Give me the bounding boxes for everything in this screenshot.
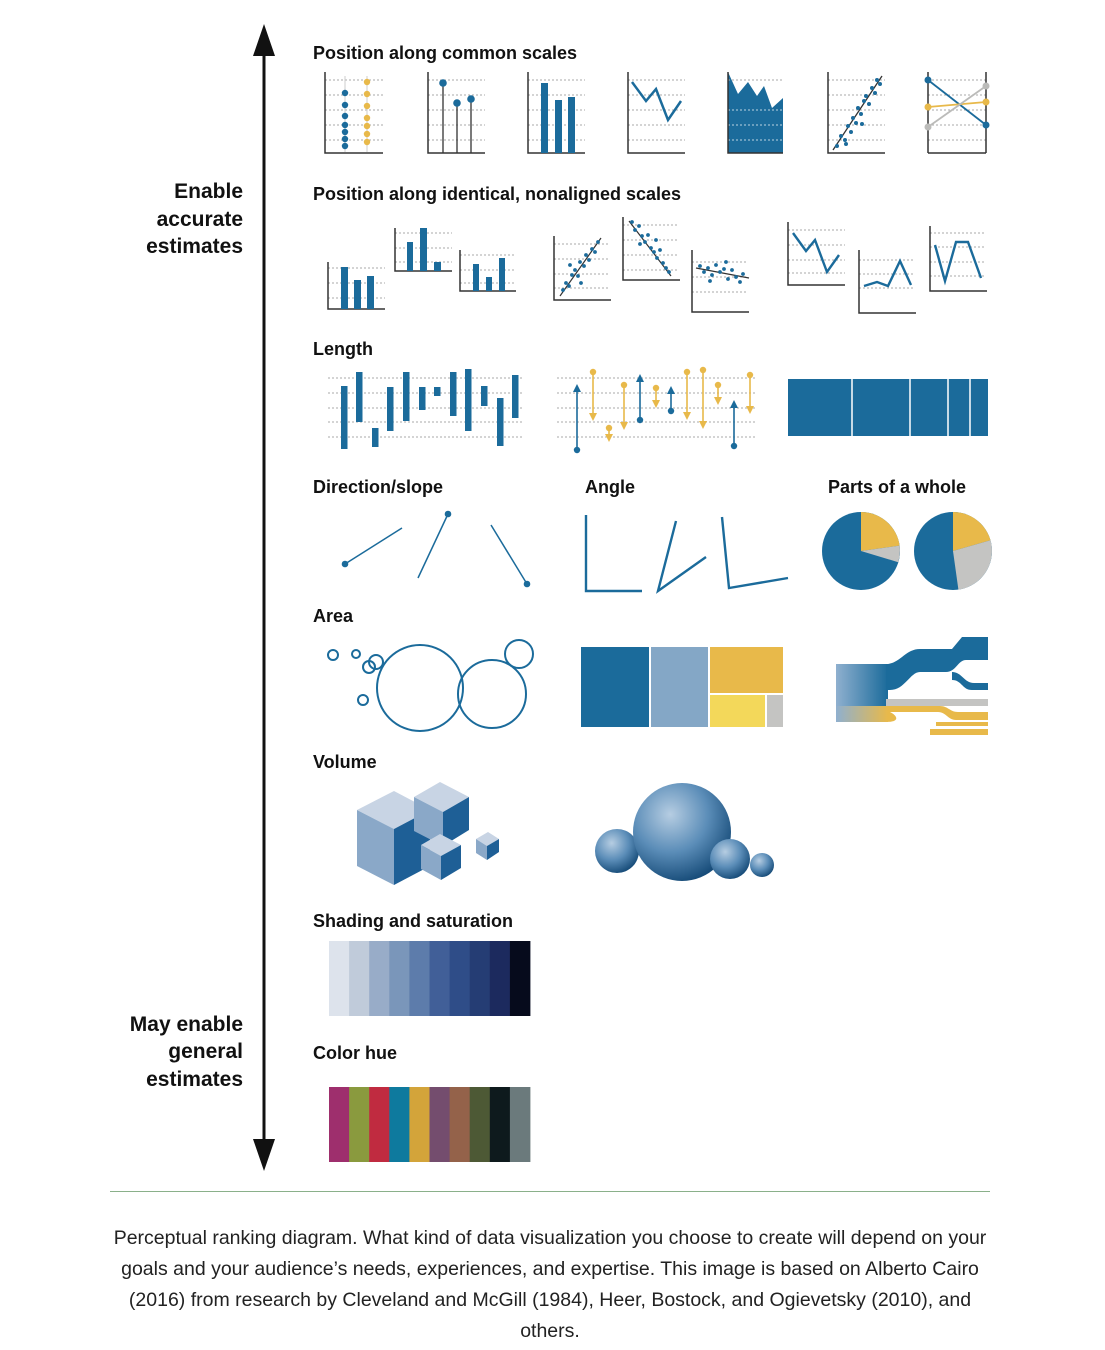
general-label-line-2: general: [168, 1040, 243, 1063]
pie-chart-2: [914, 512, 992, 590]
bubble-glyph: [328, 640, 533, 731]
stacked-bar-glyph: [788, 379, 988, 436]
accurate-label-line-3: estimates: [146, 235, 243, 258]
area-glyph: [728, 72, 783, 153]
caption-divider: [110, 1191, 990, 1192]
sankey-glyph: [836, 637, 988, 735]
hue-swatches: [329, 1087, 530, 1162]
title-angle: Angle: [585, 477, 636, 497]
accurate-label-line-1: Enable: [174, 180, 243, 203]
arrow-up-head: [253, 24, 275, 56]
shading-swatch-7: [450, 941, 471, 1016]
spheres-glyph: [595, 783, 774, 881]
shading-swatch-3: [369, 941, 390, 1016]
arrows-glyph: [557, 367, 757, 453]
length-glyphs: [328, 367, 988, 453]
hue-swatch-9: [490, 1087, 511, 1162]
shading-swatches: [329, 941, 530, 1016]
hue-swatch-4: [389, 1087, 410, 1162]
title-position-nonaligned: Position along identical, nonaligned scales: [313, 184, 682, 204]
line-glyph: [628, 72, 685, 153]
title-parts: Parts of a whole: [828, 477, 967, 497]
hue-swatch-6: [430, 1087, 451, 1162]
shading-swatch-9: [490, 941, 511, 1016]
arrow-down-head: [253, 1139, 275, 1171]
title-length: Length: [313, 339, 373, 359]
nonaligned-scatter-glyphs: [554, 217, 749, 312]
hue-swatch-7: [450, 1087, 471, 1162]
hue-swatch-3: [369, 1087, 390, 1162]
hue-swatch-2: [349, 1087, 370, 1162]
shading-swatch-5: [409, 941, 430, 1016]
title-direction: Direction/slope: [313, 477, 444, 497]
shading-swatch-10: [510, 941, 531, 1016]
hue-swatch-5: [409, 1087, 430, 1162]
slope-glyph: [925, 72, 990, 153]
title-shading: Shading and saturation: [313, 911, 514, 931]
floating-bars-glyph: [328, 369, 524, 449]
tiny-cube: [476, 832, 499, 860]
angle-glyphs: [586, 515, 788, 591]
pie-glyphs: [822, 512, 992, 590]
position-common-glyphs: [325, 72, 990, 153]
nonaligned-bar-glyphs: [328, 228, 516, 309]
bar-glyph: [528, 72, 585, 153]
hue-swatch-10: [510, 1087, 531, 1162]
dot-plot-glyph: [325, 72, 383, 153]
shading-swatch-1: [329, 941, 350, 1016]
direction-glyphs: [342, 511, 531, 588]
figure-caption: Perceptual ranking diagram. What kind of data visualization you choose to create will depend on your goals and your audience’s needs, experiences, and expertise. This image is based on Alberto Cairo (2016) from research by Cleveland and McGill (1984), Heer, Bostock, and Ogievetsky (2010), and others.: [113, 1226, 987, 1342]
hue-swatch-8: [470, 1087, 491, 1162]
title-hue: Color hue: [313, 1043, 397, 1063]
accurate-label-line-2: accurate: [156, 208, 243, 231]
general-label-line-3: estimates: [146, 1068, 243, 1091]
shading-swatch-8: [470, 941, 491, 1016]
scatter-glyph: [828, 72, 885, 153]
nonaligned-line-glyphs: [788, 222, 987, 313]
cubes-glyph: [357, 782, 499, 885]
shading-swatch-2: [349, 941, 370, 1016]
position-nonaligned-glyphs: [328, 217, 987, 313]
lollipop-glyph: [428, 72, 485, 153]
shading-swatch-4: [389, 941, 410, 1016]
general-label-line-1: May enable: [129, 1013, 243, 1036]
ranking-arrow: [253, 24, 275, 1171]
treemap-glyph: [581, 647, 783, 727]
title-area: Area: [313, 606, 354, 626]
shading-swatch-6: [430, 941, 451, 1016]
title-position-common: Position along common scales: [313, 43, 578, 63]
pie-chart-1: [822, 512, 900, 590]
title-volume: Volume: [313, 752, 377, 772]
hue-swatch-1: [329, 1087, 350, 1162]
